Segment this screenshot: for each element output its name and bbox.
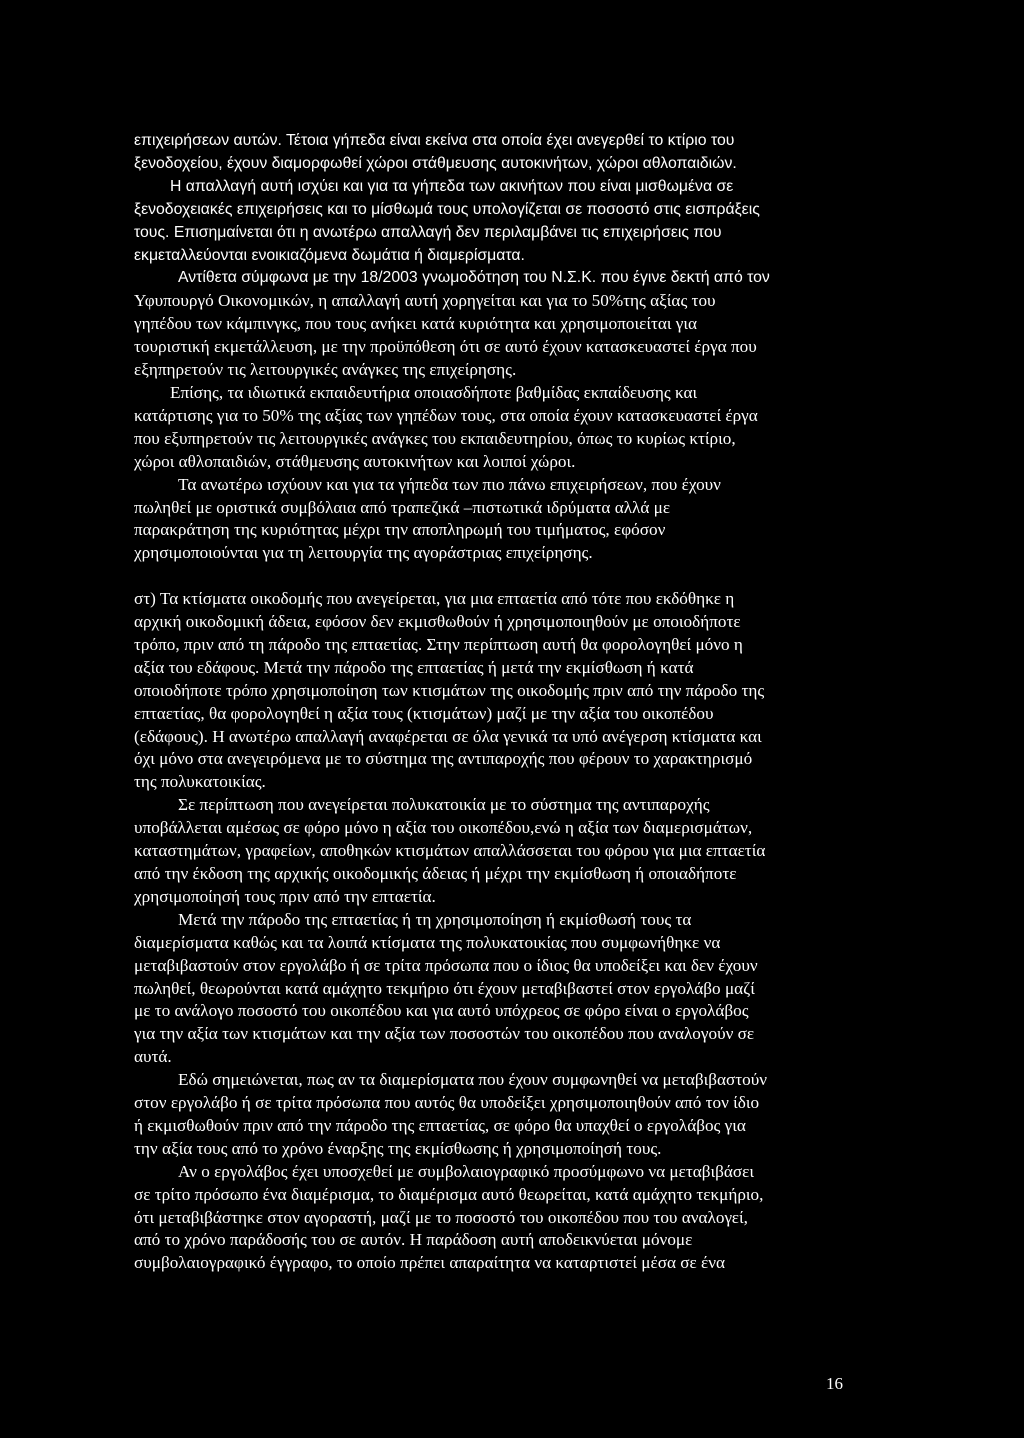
text-line: (εδάφους). Η ανωτέρω απαλλαγή αναφέρεται σε όλα γενικά τα υπό ανέγερση κτίσματα και (134, 726, 762, 746)
text-line: Επίσης, τα ιδιωτικά εκπαιδευτήρια οποιασδήποτε βαθμίδας εκπαίδευσης και (170, 382, 698, 402)
text-line: εξηπηρετούν τις λειτουργικές ανάγκες της επιχείρησης. (134, 360, 517, 380)
text-line: παρακράτηση της κυριότητας μέχρι την αποπληρωμή του τιμήματος, εφόσον (134, 520, 666, 540)
text-line: εκμεταλλεύονται ενοικιαζόμενα δωμάτια ή διαμερίσματα. (134, 246, 525, 264)
text-line: με το ανάλογο ποσοστό του οικοπέδου και για αυτό υπόχρεος σε φόρο είναι ο εργολάβος (134, 1001, 749, 1021)
text-line: στ) Τα κτίσματα οικοδομής που ανεγείρεται, για μια επταετία από τότε που εκδόθηκε η (134, 589, 735, 609)
text-line: αξία του εδάφους. Μετά την πάροδο της επταετίας ή μετά την εκμίσθωση ή κατά (134, 657, 694, 677)
text-line: υποβάλλεται αμέσως σε φόρο μόνο η αξία του οικοπέδου,ενώ η αξία των διαμερισμάτων, (134, 818, 753, 838)
text-line: από την έκδοση της αρχικής οικοδομικής άδειας ή μέχρι την εκμίσθωση ή οποιαδήποτε (134, 863, 737, 883)
text-line: αρχική οικοδομική άδεια, εφόσον δεν εκμισθωθούν ή χρησιμοποιηθούν με οποιοδήποτε (134, 612, 741, 632)
text-line: την αξία τους από το χρόνο έναρξης της εκμίσθωσης ή χρησιμοποίησή τους. (134, 1138, 662, 1158)
text-line: καταστημάτων, γραφείων, αποθηκών κτισμάτων απαλλάσσεται του φόρου για μια επταετία (134, 841, 766, 861)
text-line: επιχειρήσεων αυτών. Τέτοια γήπεδα είναι εκείνα στα οποία έχει ανεγερθεί το κτίριο του (134, 132, 735, 149)
text-line: συμβολαιογραφικό έγγραφο, το οποίο πρέπει απαραίτητα να καταρτιστεί μέσα σε ένα (134, 1253, 726, 1273)
text-line: της πολυκατοικίας. (134, 772, 266, 792)
text-line: που εξυπηρετούν τις λειτουργικές ανάγκες του εκπαιδευτηρίου, όπως το κυρίως κτίριο, (134, 428, 736, 448)
text-line: αυτά. (134, 1047, 172, 1067)
text-line: σε τρίτο πρόσωπο ένα διαμέρισμα, το διαμέρισμα αυτό θεωρείται, κατά αμάχητο τεκμήριο, (134, 1184, 764, 1204)
text-line: τουριστική εκμετάλλευση, με την προϋπόθεση ότι σε αυτό έχουν κατασκευαστεί έργα που (134, 337, 757, 357)
text-line: όχι μόνο στα ανεγειρόμενα με το σύστημα της αντιπαροχής που φέρουν το χαρακτηρισμό (134, 749, 753, 769)
text-line: ή εκμισθωθούν πριν από την πάροδο της επταετίας, σε φόρο θα υπαχθεί ο εργολάβος για (134, 1115, 746, 1135)
text-line: Αντίθετα σύμφωνα με την 18/2003 γνωμοδότηση του Ν.Σ.Κ. που έγινε δεκτή από τον (178, 269, 770, 287)
text-line: Υφυπουργό Οικονομικών, η απαλλαγή αυτή χορηγείται και για το 50%της αξίας του (134, 291, 716, 311)
document-body (134, 130, 860, 1275)
text-line: Αν ο εργολάβος έχει υποσχεθεί με συμβολαιογραφικό προσύμφωνο να μεταβιβάσει (178, 1161, 754, 1181)
text-line: μεταβιβαστούν στον εργολάβο ή σε τρίτα πρόσωπα που ο ίδιος θα υποδείξει και δεν έχουν (134, 955, 758, 975)
text-line: πωληθεί με οριστικά συμβόλαια από τραπεζικά –πιστωτικά ιδρύματα αλλά με (134, 497, 671, 517)
paragraph-gap (134, 565, 860, 588)
text-line: για την αξία των κτισμάτων και την αξία των ποσοστών του οικοπέδου που αναλογούν σε (134, 1024, 755, 1044)
text-line: διαμερίσματα καθώς και τα λοιπά κτίσματα της πολυκατοικίας που συμφωνήθηκε να (134, 932, 721, 952)
text-line: ξενοδοχειακές επιχειρήσεις και το μίσθωμά τους υπολογίζεται σε ποσοστό στις εισπράξεις (134, 200, 760, 218)
text-line: Τα ανωτέρω ισχύουν και για τα γήπεδα των πιο πάνω επιχειρήσεων, που έχουν (178, 474, 721, 494)
text-line: Μετά την πάροδο της επταετίας ή τη χρησιμοποίηση ή εκμίσθωσή τους τα (178, 909, 692, 929)
text-line: χρησιμοποιούνται για τη λειτουργία της αγοράστριας επιχείρησης. (134, 543, 593, 563)
text-line: Σε περίπτωση που ανεγείρεται πολυκατοικία με το σύστημα της αντιπαροχής (178, 795, 710, 815)
text-line: ξενοδοχείου, έχουν διαμορφωθεί χώροι στάθμευσης αυτοκινήτων, χώροι αθλοπαιδιών. (134, 154, 737, 172)
text-line: Εδώ σημειώνεται, πως αν τα διαμερίσματα που έχουν συμφωνηθεί να μεταβιβαστούν (178, 1070, 768, 1090)
text-line: από το χρόνο παράδοσής του σε αυτόν. Η παράδοση αυτή αποδεικνύεται μόνομε (134, 1230, 693, 1250)
text-line: χώροι αθλοπαιδιών, στάθμευσης αυτοκινήτων και λοιποί χώροι. (134, 451, 576, 471)
text-line: στον εργολάβο ή σε τρίτα πρόσωπα που αυτός θα υποδείξει χρησιμοποιηθούν από τον ίδιο (134, 1093, 760, 1113)
page-number: 16 (826, 1374, 843, 1393)
text-line: ότι μεταβιβάστηκε στον αγοραστή, μαζί με το ποσοστό του οικοπέδου που του αναλογεί, (134, 1207, 748, 1227)
text-line: Η απαλλαγή αυτή ισχύει και για τα γήπεδα των ακινήτων που είναι μισθωμένα σε (170, 177, 734, 195)
text-line: τους. Επισημαίνεται ότι η ανωτέρω απαλλαγή δεν περιλαμβάνει τις επιχειρήσεις που (134, 223, 722, 241)
text-line: χρησιμοποίησή τους πριν από την επταετία. (134, 886, 436, 906)
text-line: τρόπο, πριν από τη πάροδο της επταετίας. Στην περίπτωση αυτή θα φορολογηθεί μόνο η (134, 634, 743, 654)
text-line: επταετίας, θα φορολογηθεί η αξία τους (κτισμάτων) μαζί με την αξία του οικοπέδου (134, 703, 714, 723)
text-line: πωληθεί, θεωρούνται κατά αμάχητο τεκμήριο ότι έχουν μεταβιβαστεί στον εργολάβο μαζί (134, 978, 755, 998)
text-line: οποιοδήποτε τρόπο χρησιμοποίηση των κτισμάτων της οικοδομής πριν από την πάροδο της (134, 680, 765, 700)
text-line: γηπέδου των κάμπινγκς, που τους ανήκει κατά κυριότητα και χρησιμοποιείται για (134, 314, 698, 334)
text-line: κατάρτισης για το 50% της αξίας των γηπέδων τους, στα οποία έχουν κατασκευαστεί έργα (134, 405, 758, 425)
